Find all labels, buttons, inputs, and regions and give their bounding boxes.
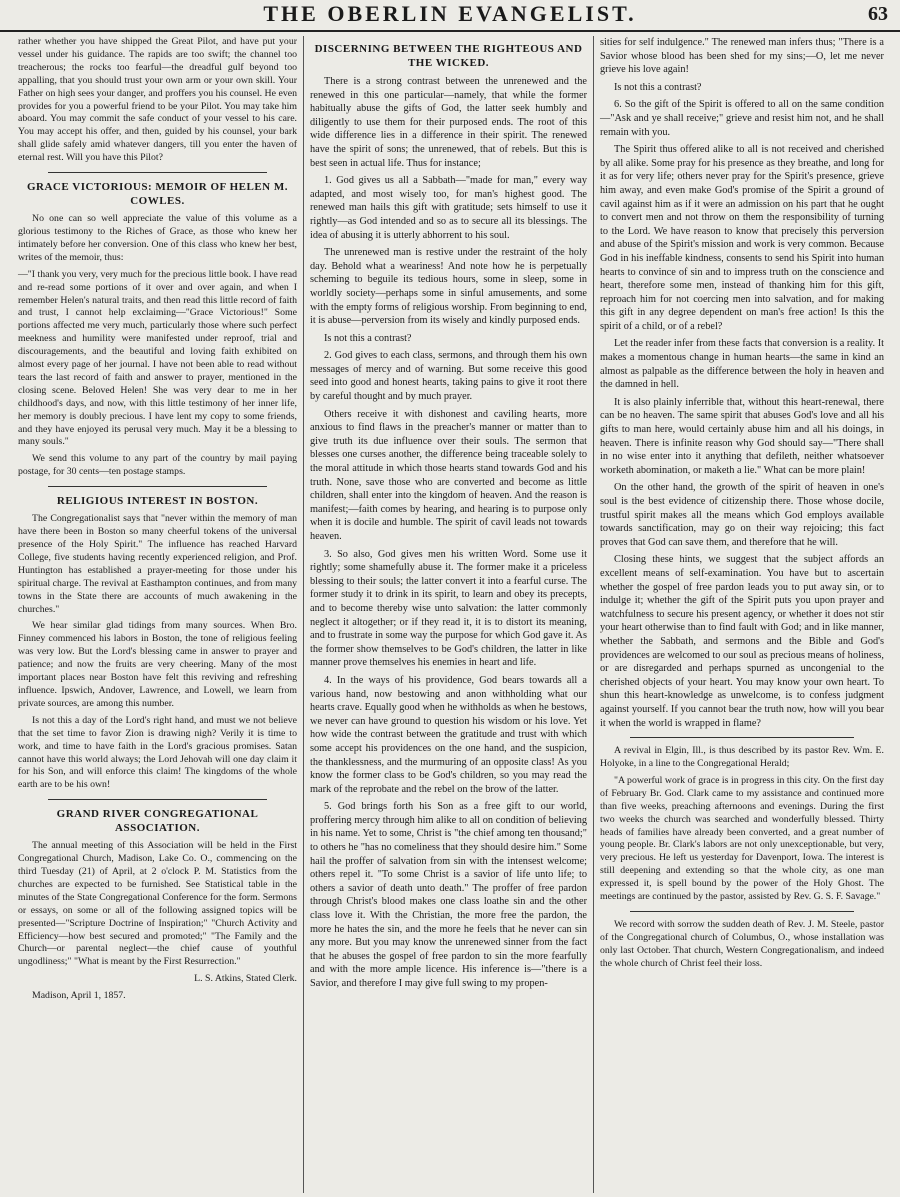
discerning-paragraph-5: 2. God gives to each class, sermons, and through them his own messages of mercy and of warning. But some receive this good seed into good and honest hearts, taking pains to give it root there by careful thought and by much prayer. xyxy=(310,350,587,403)
column-left xyxy=(12,36,304,1193)
discerning-paragraph-4: Is not this a contrast? xyxy=(324,332,412,344)
boston-paragraph-3: Is not this a day of the Lord's right hand, and must we not believe that the set time to favor Zion is drawing nigh? Verily it is time to work, and time to have faith in the Lord's gracious promises. Satan cannot have this world always; the Lord Jehovah will one day claim it for his Son, and will enforce this claim! The kingdoms of the whole earth are to be his own! xyxy=(18,714,297,791)
discerning-paragraph-1: There is a strong contrast between the unrenewed and the renewed in this one particular—namely, that while the former habitually abuse the gifts of God, the latter seek humbly and diligently to use them for their purposed ends. The root of this wide difference lies in a difference in their spirit. The renewed have the spirit of sons; the unrenewed, that of rebels. But this is best seen in actual life. Thus for instance; xyxy=(310,76,587,169)
discerning-paragraph-3: The unrenewed man is restive under the restraint of the holy day. Behold what a weariness! And note how he is perpetually scheming to beguile its tedious hours, some in sleep, some in worldly society—perhaps some in sinful amusements, and some with the empty forms of religious worship. From beginning to end, it is abuse—perversion from its wisely and kindly purposed ends. xyxy=(310,247,587,327)
clerk-signature: L. S. Atkins, Stated Clerk. xyxy=(194,973,297,985)
column-middle xyxy=(304,36,594,1193)
dateline: Madison, April 1, 1857. xyxy=(32,990,126,1002)
column-right xyxy=(594,36,890,1193)
discerning-paragraph-8: 4. In the ways of his providence, God bears towards all a various hand, now bestowing and anon withholding what our hearts crave. Equally good when he withholds as when he bestows, we never can have ground to question his wisdom or his love. Yet how wide the contrast between the gratitude and trust with which some accept his providences on the one hand, and the suspicion, the thanklessness, and the murmuring of an opposite class! As you know the former class to be God's children, so you may read the mark of the reprobate and the rebel on the brow of the latter. xyxy=(310,674,587,795)
heading-boston: RELIGIOUS INTEREST IN BOSTON. xyxy=(56,495,259,508)
discerning-paragraph-9: 5. God brings forth his Son as a free gift to our world, proffering mercy through him alike to all on condition of believing in his name. Yet to some, Christ is "the chief among ten thousand;" to others he "has no comeliness that they should desire him." Some hail the proffer of salvation from sin with the intensest welcome; others repel it. "To some Christ is a savior of life unto life; to others a savior of death unto death." The proffer of free pardon through Christ's blood makes one class loathe sin and the other class love it. With the Christian, the more free the pardon, the more he hates the sin, and the more he feels that he never can sin any more. But you may know the unrenewed sinner from the fact that he abuses the gospel of free pardon to sin the more fearfully and with the more ample licence. His inference is—"there is a Savior, and therefore I may give full swing to my propen- xyxy=(310,801,587,989)
page-number: 63 xyxy=(868,3,888,25)
continued-paragraph-7: On the other hand, the growth of the spirit of heaven in one's soul is the best evidence of citizenship there. Those whose docile, trustful spirit makes all the means which God employs available towards sanctification, may go on their way rejoicing; this fact proves that God can save them, and therefore that he will. xyxy=(600,482,884,548)
grace-paragraph-2: —"I thank you very, very much for the precious little book. I have read and re-read some portions of it over and over again, and when I remember Helen's natural traits, and then read this little record of faith and trust, I cannot help exclaiming—"Grace Victorious!" Some portions affected me very much, particularly those where such perfect meekness and humility were manifested under reproof, trial and discouragements, and the beautiful and loving faith exhibited on almost every page of her journal. I have not been able to read without tears the last record of faith and answer to prayer, mentioned in the closing scene. Beloved Helen! She was very dear to me in her childhood's days, and now, with this little testimony of her inner life, her memory is doubly precious. I have lent my copy to some friends, and they have enjoyed its perusal very much. May it be a blessing to many souls." xyxy=(18,268,297,448)
grace-paragraph-1: No one can so well appreciate the value of this volume as a glorious testimony to the Riches of Grace, as those who knew her intimately before her conversion. One of this class who knew her best, writes of the memoir, thus: xyxy=(18,213,297,263)
divider xyxy=(630,737,854,738)
heading-discerning: DISCERNING BETWEEN THE RIGHTEOUS AND THE WICKED. xyxy=(314,43,583,69)
grace-paragraph-3: We send this volume to any part of the country by mail paying postage, for 30 cents—ten postage stamps. xyxy=(18,453,297,478)
pilot-paragraph: rather whether you have shipped the Great Pilot, and have put your vessel under his guidance. The rapids are too swift; the channel too treacherous; the rocks too fearful—the dreadful gulf beyond too appalling, that you should trust your own arm or your own skill. Your Father on high sees your danger, and proffers you his counsel. He even provides for you a powerful friend to be your Pilot. You may take him aboard. You may commit the safe conduct of your vessel to his care. You may accept his offer, and then, guided by his counsel, your bark shall glide safely amid whatever dangers, till you enter the haven of eternal rest. Will you have this Pilot? xyxy=(18,36,297,164)
discerning-paragraph-6: Others receive it with dishonest and caviling hearts, more anxious to find flaws in the preacher's manner or matter than to give truth its due influence over their souls. The sermon that blesses one curses another, the difference being traceable solely to the moral attitude in which those hearts stand towards God and his truth. None, save those who are converted and become as little children, shall enter into the kingdom of heaven. And the reason is manifest;—faith comes by hearing, and hearing is to purpose only when it is docile and humble. The spirit of cavil leads not towards heaven. xyxy=(310,408,587,542)
elgin-revival-intro: A revival in Elgin, Ill., is thus described by its pastor Rev. Wm. E. Holyoke, in a line to the Congregational Herald; xyxy=(600,745,884,769)
boston-paragraph-1: The Congregationalist says that "never within the memory of man have there been in Boston so many cheerful tokens of the universal presence of the Holy Spirit." The influence has reached Harvard College, five students having recently experienced religion, and Prof. Huntington has established a prayer-meeting for those under his spiritual charge. The revival at Easthampton continues, and from many towns in the State there are accounts of much awakening in the churches." xyxy=(18,513,297,615)
discerning-paragraph-7: 3. So also, God gives men his written Word. Some use it rightly; some shamefully abuse it. The former make it a priceless blessing to their souls; the latter convert it into a fearful curse. The former study it to drink in its spirit, to learn and obey its precepts, and to become thereby wise unto salvation: the latter commonly neglect it altogether; or if they read it, it is to distort its meaning, and to frustrate in some way the purpose for which God gave it. As the former show themselves to be God's children, the latter in like manner prove themselves his enemies in heart and life. xyxy=(310,548,587,669)
continued-paragraph-8: Closing these hints, we suggest that the subject affords an excellent means of self-examination. You have but to ascertain whether the gospel of free pardon leads you to put away sin, or to indulge it; whether the gift of the Spirit puts you upon prayer and watchfulness to secure his present agency, or whether it does not stir your heart otherwise than to find fault with God; and in like manner, whether the Sabbath, and sermons and the Bible and God's providences are welcomed to our soul as precious means of holiness, or are disregarded and perhaps spurned as uncongenial to the cherished objects of your heart. You may know your own heart. To shun this heart-knowledge as unwelcome, is to confess judgment against yourself. If you cannot bear the truth now, how will you bear it when the world is wrapped in flame? xyxy=(600,554,884,729)
masthead xyxy=(0,0,900,32)
heading-grand-river: GRAND RIVER CONGREGATIONAL ASSOCIATION. xyxy=(56,808,259,835)
obituary-steele: We record with sorrow the sudden death of Rev. J. M. Steele, pastor of the Congregational church of Columbus, O., whose installation was only last October. That church, Western Congregationalism, and indeed the whole church of Christ feel their loss. xyxy=(600,918,884,969)
divider xyxy=(48,486,267,487)
heading-grace-victorious: GRACE VICTORIOUS: MEMOIR OF HELEN M. COWLES. xyxy=(26,181,289,208)
divider xyxy=(48,799,267,800)
divider xyxy=(630,911,854,912)
boston-paragraph-2: We hear similar glad tidings from many sources. When Bro. Finney commenced his labors in Boston, the tone of religious feeling was very low. But the Lord's blessing came in answer to prayer and patience; and now the fruits are very cheering. Many of the most important places near Boston have felt this reviving and refreshing influence. Ipswich, Andover, Lawrence, and Lowell, we learn from private sources, are among this number. xyxy=(18,620,297,709)
masthead-title: THE OBERLIN EVANGELIST. xyxy=(263,1,637,26)
continued-paragraph-2: Is not this a contrast? xyxy=(614,81,702,93)
continued-paragraph-6: It is also plainly inferrible that, without this heart-renewal, there can be no heaven. The same spirit that abuses God's love and all his gifts to man here, would certainly abuse him and all his doings, in heaven. There is infinite reason why God should say—"There shall in no wise enter into it anything that defileth, neither whatsoever worketh abomination, or maketh a lie." What can be more plain! xyxy=(600,396,884,476)
grand-river-paragraph: The annual meeting of this Association will be held in the First Congregational Church, Madison, Lake Co. O., commencing on the third Tuesday (21) of April, at 2 o'clock P. M. Statistics from the churches are expected to be furnished. See Statistical table in the minutes of the State Congregational Conference for the form. Sermons or essays, on some or all of the following assigned topics will be presented—"Scripture Doctrine of Inspiration;" "Church Activity and Efficiency—how best secured and promoted;" "The Family and the Church—or parental neglect—the chief cause of youthful ungodliness;" "What is meant by the First Resurrection." xyxy=(18,840,297,968)
elgin-revival-letter: "A powerful work of grace is in progress in this city. On the first day of February Br. God. Clark came to my assistance and continued more than five weeks, preaching afternoons and evenings. During the first two weeks the church was searched and wonderfully blessed. Thirty heads of families have already been converted, and a great number of young people. Br. Clark's labors are not only unexceptionable, but very, very precious. He left us yesterday for Davenport, Iowa. The interest is still deepening and extending so that the whole city, as one man expressed it, is spell bound by the power of the Holy Ghost. The meetings are continued by the pastor, assisted by Rev. G. S. F. Savage." xyxy=(600,774,884,903)
continued-paragraph-1: sities for self indulgence." The renewed man infers thus; "There is a Savior whose blood has been shed for my sins;—O, let me never grieve his love again! xyxy=(600,37,884,76)
columns xyxy=(12,36,894,1193)
continued-paragraph-5: Let the reader infer from these facts that conversion is a reality. It makes a momentous change in human hearts—the same in kind an almost as palpable as the difference between the holy in heaven and the damned in hell. xyxy=(600,338,884,391)
continued-paragraph-3: 6. So the gift of the Spirit is offered to all on the same condition—"Ask and ye shall receive;" grieve and resist him not, and he shall remain with you. xyxy=(600,99,884,138)
continued-paragraph-4: The Spirit thus offered alike to all is not received and cherished by all alike. Some pray for his presence as they breathe, and long for it as for very life; others never pray for the Spirit's presence, grieve him away, and even make God's promise of the Spirit a ground of cavil against him as if it were an admission on his part that he ought to convert men and not throw on them the responsibility of turning to the Lord. We have reason to know that precisely this perversion and abuse of the Spirit's mission and work is very common. Because God in his ineffable kindness, consents to send his Spirit into human hearts to convince of sin and to impress truth on the conscience and heart, therefore some men, instead of thanking him for this gift, reproach him for not coercing men into salvation, and for making this gift in any degree dependent on man's free action! Is this the spirit of a child, or of a rebel? xyxy=(600,144,884,332)
divider xyxy=(48,172,267,173)
discerning-paragraph-2: 1. God gives us all a Sabbath—"made for man," every way adapted, and most wisely too, for man's highest good. The renewed man hails this gift with gratitude; sets himself to use it rightly—as God intended and so as to secure all its blessings. The idea of abusing it is utterly abhorrent to his soul. xyxy=(310,175,587,241)
